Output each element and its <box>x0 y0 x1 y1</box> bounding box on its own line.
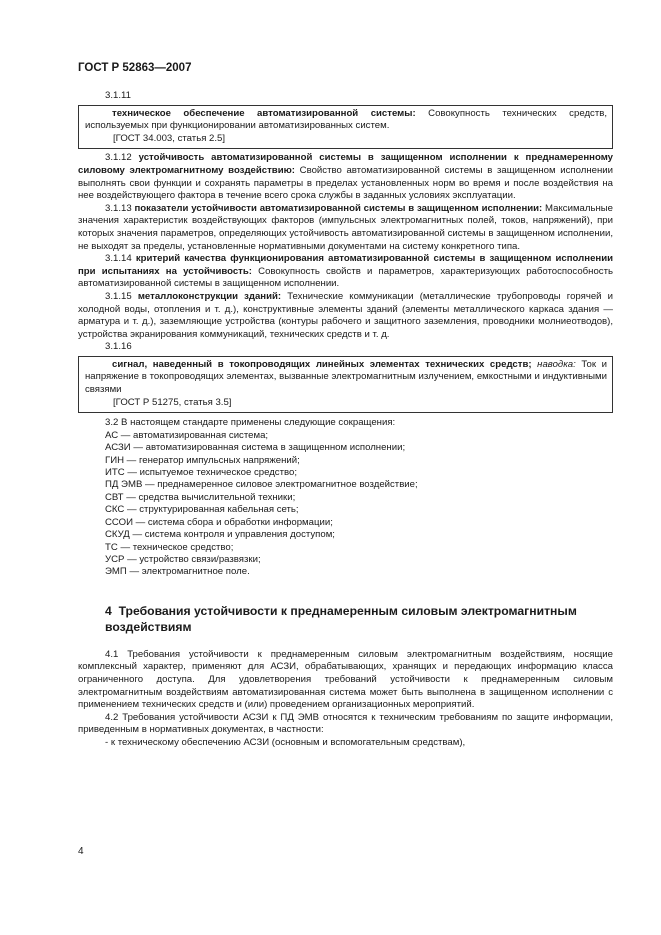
section-4-number: 4 <box>105 603 112 618</box>
paragraph-4-1: 4.1 Требования устойчивости к преднамеренным силовым электромагнитным воздействиям, носящие комплексный характер, применяют для АСЗИ, обрабатывающих, хранящих и передающих информацию класса ограниченного доступа. Для удовлетворения требований устойчивости к преднамеренным силовым электромагнитным воздействиям автоматизированная система может быть выполнена в защищенном исполнении с применением технических средств и (или) проведением организационных мероприятий. <box>78 648 613 711</box>
term-3-1-16-title: сигнал, наведенный в токопроводящих линейных элементах технических средств; <box>112 358 532 370</box>
term-3-1-13-title: показатели устойчивости автоматизированной системы в защищенном исполнении: <box>134 202 543 214</box>
paragraph-4-2: 4.2 Требования устойчивости АСЗИ к ПД ЭМВ относятся к техническим требованиям по защите информации, приведенным в нормативных документах, в частности: <box>78 711 613 736</box>
term-3-1-11-definition: Совокупность технических средств, используемых при функционировании автоматизированных систем. <box>85 107 607 132</box>
term-3-1-16-reference: [ГОСТ Р 51275, статья 3.5] <box>113 396 232 408</box>
abbreviation-item: ТС — техническое средство; <box>105 541 234 553</box>
page-content <box>78 90 613 749</box>
abbreviation-item: ССОИ — система сбора и обработки информации; <box>105 516 333 528</box>
abbreviation-item: УСР — устройство связи/развязки; <box>105 553 261 565</box>
list-item-dash: - к техническому обеспечению АСЗИ (основным и вспомогательным средствам), <box>105 736 466 748</box>
term-3-1-15-number: 3.1.15 <box>105 290 132 302</box>
term-3-1-16-definition: Ток и напряжение в токопроводящих элементах, вызванные электромагнитным излучением, емкостными и индуктивными связями <box>85 358 608 396</box>
abbreviation-item: ГИН — генератор импульсных напряжений; <box>105 454 300 466</box>
term-3-1-12 <box>78 152 613 202</box>
term-3-1-12-number: 3.1.12 <box>105 152 132 164</box>
abbreviations-list <box>78 430 613 579</box>
term-3-1-16-synonym: наводка: <box>537 358 576 370</box>
term-3-1-12-definition: Свойство автоматизированной системы в защищенном исполнении выполнять свои функции и сохранять параметры в пределах установленных норм во время и после воздействия на нее воздействующего фактора в течение всего срока службы в заданных условиях эксплуатации. <box>78 164 613 202</box>
term-3-1-15-definition: Технические коммуникации (металлические трубопроводы горячей и холодной воды, отопления и т. д.), конструктивные элементы зданий (элементы металлического каркаса здания — арматура и т. д.), заземляющие устройства (контуры рабочего и защитного заземления, проводники молниеотводов), устройства экранирования коммуникаций, технических средств и т. д. <box>78 290 614 340</box>
abbreviation-item: СКС — структурированная кабельная сеть; <box>105 504 299 516</box>
section-4-title: Требования устойчивости к преднамеренным силовым электромагнитным воздействиям <box>105 603 577 634</box>
term-3-1-13-definition: Максимальные значения характеристик воздействующих факторов (импульсных электромагнитных полей, токов, напряжений), при которых значения параметров, определяющих устойчивость автоматизированной системы в защищенном исполнении, не выходят за пределы, установленные нормативными документами на систему конкретного типа. <box>78 202 613 252</box>
term-box-3-1-16 <box>78 356 613 413</box>
abbreviation-item: ИТС — испытуемое техническое средство; <box>105 467 297 479</box>
term-3-1-11 <box>85 108 607 133</box>
term-3-1-11-title: техническое обеспечение автоматизированной системы: <box>112 107 416 119</box>
abbreviation-item: ПД ЭМВ — преднамеренное силовое электромагнитное воздействие; <box>105 479 418 491</box>
term-3-1-14-title: критерий качества функционирования автоматизированной системы в защищенном исполнении при испытаниях на устойчивость: <box>78 253 613 277</box>
term-3-1-13 <box>78 203 613 253</box>
abbreviation-item: АС — автоматизированная система; <box>105 429 269 441</box>
term-3-1-14-number: 3.1.14 <box>105 253 132 265</box>
term-3-1-12-title: устойчивость автоматизированной системы в защищенном исполнении к преднамеренному силовому электромагнитному воздействию: <box>78 152 614 176</box>
term-number-3-1-11: 3.1.11 <box>105 90 131 101</box>
term-3-1-14-definition: Совокупность свойств и параметров, характеризующих работоспособность автоматизированной системы в защищенном исполнении. <box>78 265 613 290</box>
page-number: 4 <box>78 846 84 857</box>
term-3-1-13-number: 3.1.13 <box>105 202 132 214</box>
document-header: ГОСТ Р 52863—2007 <box>78 62 192 74</box>
term-3-1-15-title: металлоконструкции зданий: <box>137 290 282 302</box>
abbreviation-item: СКУД — система контроля и управления доступом; <box>105 529 335 541</box>
term-3-1-11-reference: [ГОСТ 34.003, статья 2.5] <box>113 132 226 144</box>
abbreviation-item: СВТ — средства вычислительной техники; <box>105 491 296 503</box>
abbreviation-item: ЭМП — электромагнитное поле. <box>105 566 250 578</box>
term-3-1-14 <box>78 253 613 291</box>
abbreviation-item: АСЗИ — автоматизированная система в защищенном исполнении; <box>105 442 406 454</box>
term-3-1-15 <box>78 291 613 341</box>
term-box-3-1-11 <box>78 105 613 150</box>
section-4-heading <box>105 603 613 635</box>
term-3-1-16 <box>85 359 607 397</box>
abbreviations-intro: 3.2 В настоящем стандарте применены следующие сокращения: <box>105 417 396 429</box>
term-number-3-1-16: 3.1.16 <box>105 341 132 353</box>
